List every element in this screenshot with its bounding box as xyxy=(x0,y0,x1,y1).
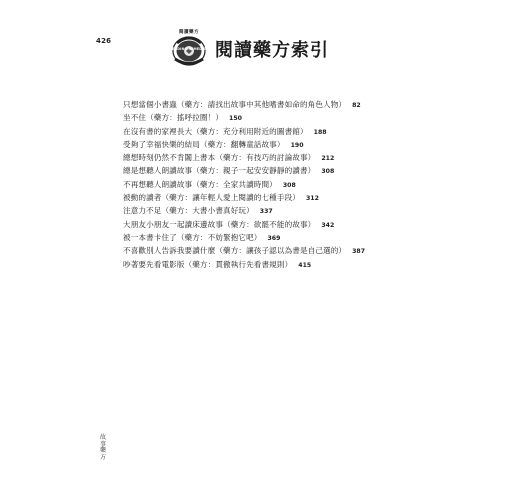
entry-text: 受夠了幸福快樂的結局（藥方：翻轉童話故事） xyxy=(123,139,285,149)
index-entry xyxy=(123,258,423,271)
entry-text: 不喜歡別人告訴我要讀什麼（藥方：讓孩子認以為書是自己選的） xyxy=(123,246,347,256)
side-tab: 故事藥方 xyxy=(99,434,106,461)
entry-page-number: 387 xyxy=(352,248,366,256)
entry-text: 只想當個小書蟲（藥方：請找出故事中其他嗜書如命的角色人物） xyxy=(123,100,347,109)
index-entry xyxy=(123,111,423,124)
index-entry xyxy=(123,138,423,151)
entry-text: 在沒有書的家裡長大（藥方：充分利用附近的圖書館） xyxy=(123,126,308,136)
index-entry xyxy=(123,151,423,164)
entry-page-number: 342 xyxy=(321,221,335,229)
page-number: 426 xyxy=(96,37,112,45)
entry-page-number: 415 xyxy=(298,261,312,269)
entry-text: 坐不住（藥方：搖呼拉圈！） xyxy=(123,113,224,123)
index-entry xyxy=(123,204,423,217)
logo-text-top: 閱讀藥方 xyxy=(179,30,199,35)
entry-text: 吵著要先看電影版（藥方：貫徹執行先看書規則） xyxy=(123,259,293,269)
entry-text: 總想時刻仍然不肯闔上書本（藥方：有技巧的討論故事） xyxy=(123,153,316,163)
entry-text: 不再想聽人朗讀故事（藥方：全家共讀時間） xyxy=(123,179,277,189)
entry-page-number: 308 xyxy=(321,168,335,176)
entry-text: 注意力不足（藥方：大書小書真好玩） xyxy=(123,206,254,216)
entry-text: 大朋友小朋友一起讀床邊故事（藥方：欲罷不能的故事） xyxy=(123,219,316,229)
index-entry xyxy=(123,178,423,191)
page-title: 閱讀藥方索引 xyxy=(215,40,329,61)
index-entry xyxy=(123,244,423,257)
index-list xyxy=(123,98,423,271)
index-entry xyxy=(123,98,423,111)
logo-text-arc: READING REMEDIES xyxy=(169,47,209,51)
entry-page-number: 188 xyxy=(313,128,327,136)
entry-page-number: 190 xyxy=(290,141,304,149)
entry-page-number: 369 xyxy=(267,234,281,242)
entry-page-number: 337 xyxy=(259,208,273,216)
index-entry xyxy=(123,125,423,138)
index-entry xyxy=(123,218,423,231)
index-entry xyxy=(123,164,423,177)
entry-page-number: 82 xyxy=(352,102,361,109)
index-entry xyxy=(123,231,423,244)
entry-page-number: 212 xyxy=(321,155,335,163)
entry-page-number: 312 xyxy=(305,195,319,203)
entry-text: 總是想聽人朗讀故事（藥方：親子一起安安靜靜的讀書） xyxy=(123,166,316,176)
entry-page-number: 150 xyxy=(229,115,242,123)
entry-page-number: 308 xyxy=(282,181,296,189)
entry-text: 被一本書卡住了（藥方：不妨緊抱它吧） xyxy=(123,232,262,242)
reading-remedies-logo-icon xyxy=(168,28,210,70)
entry-text: 被動的讀者（藥方：讓年輕人愛上閱讀的七種手段） xyxy=(123,193,300,203)
index-entry xyxy=(123,191,423,204)
